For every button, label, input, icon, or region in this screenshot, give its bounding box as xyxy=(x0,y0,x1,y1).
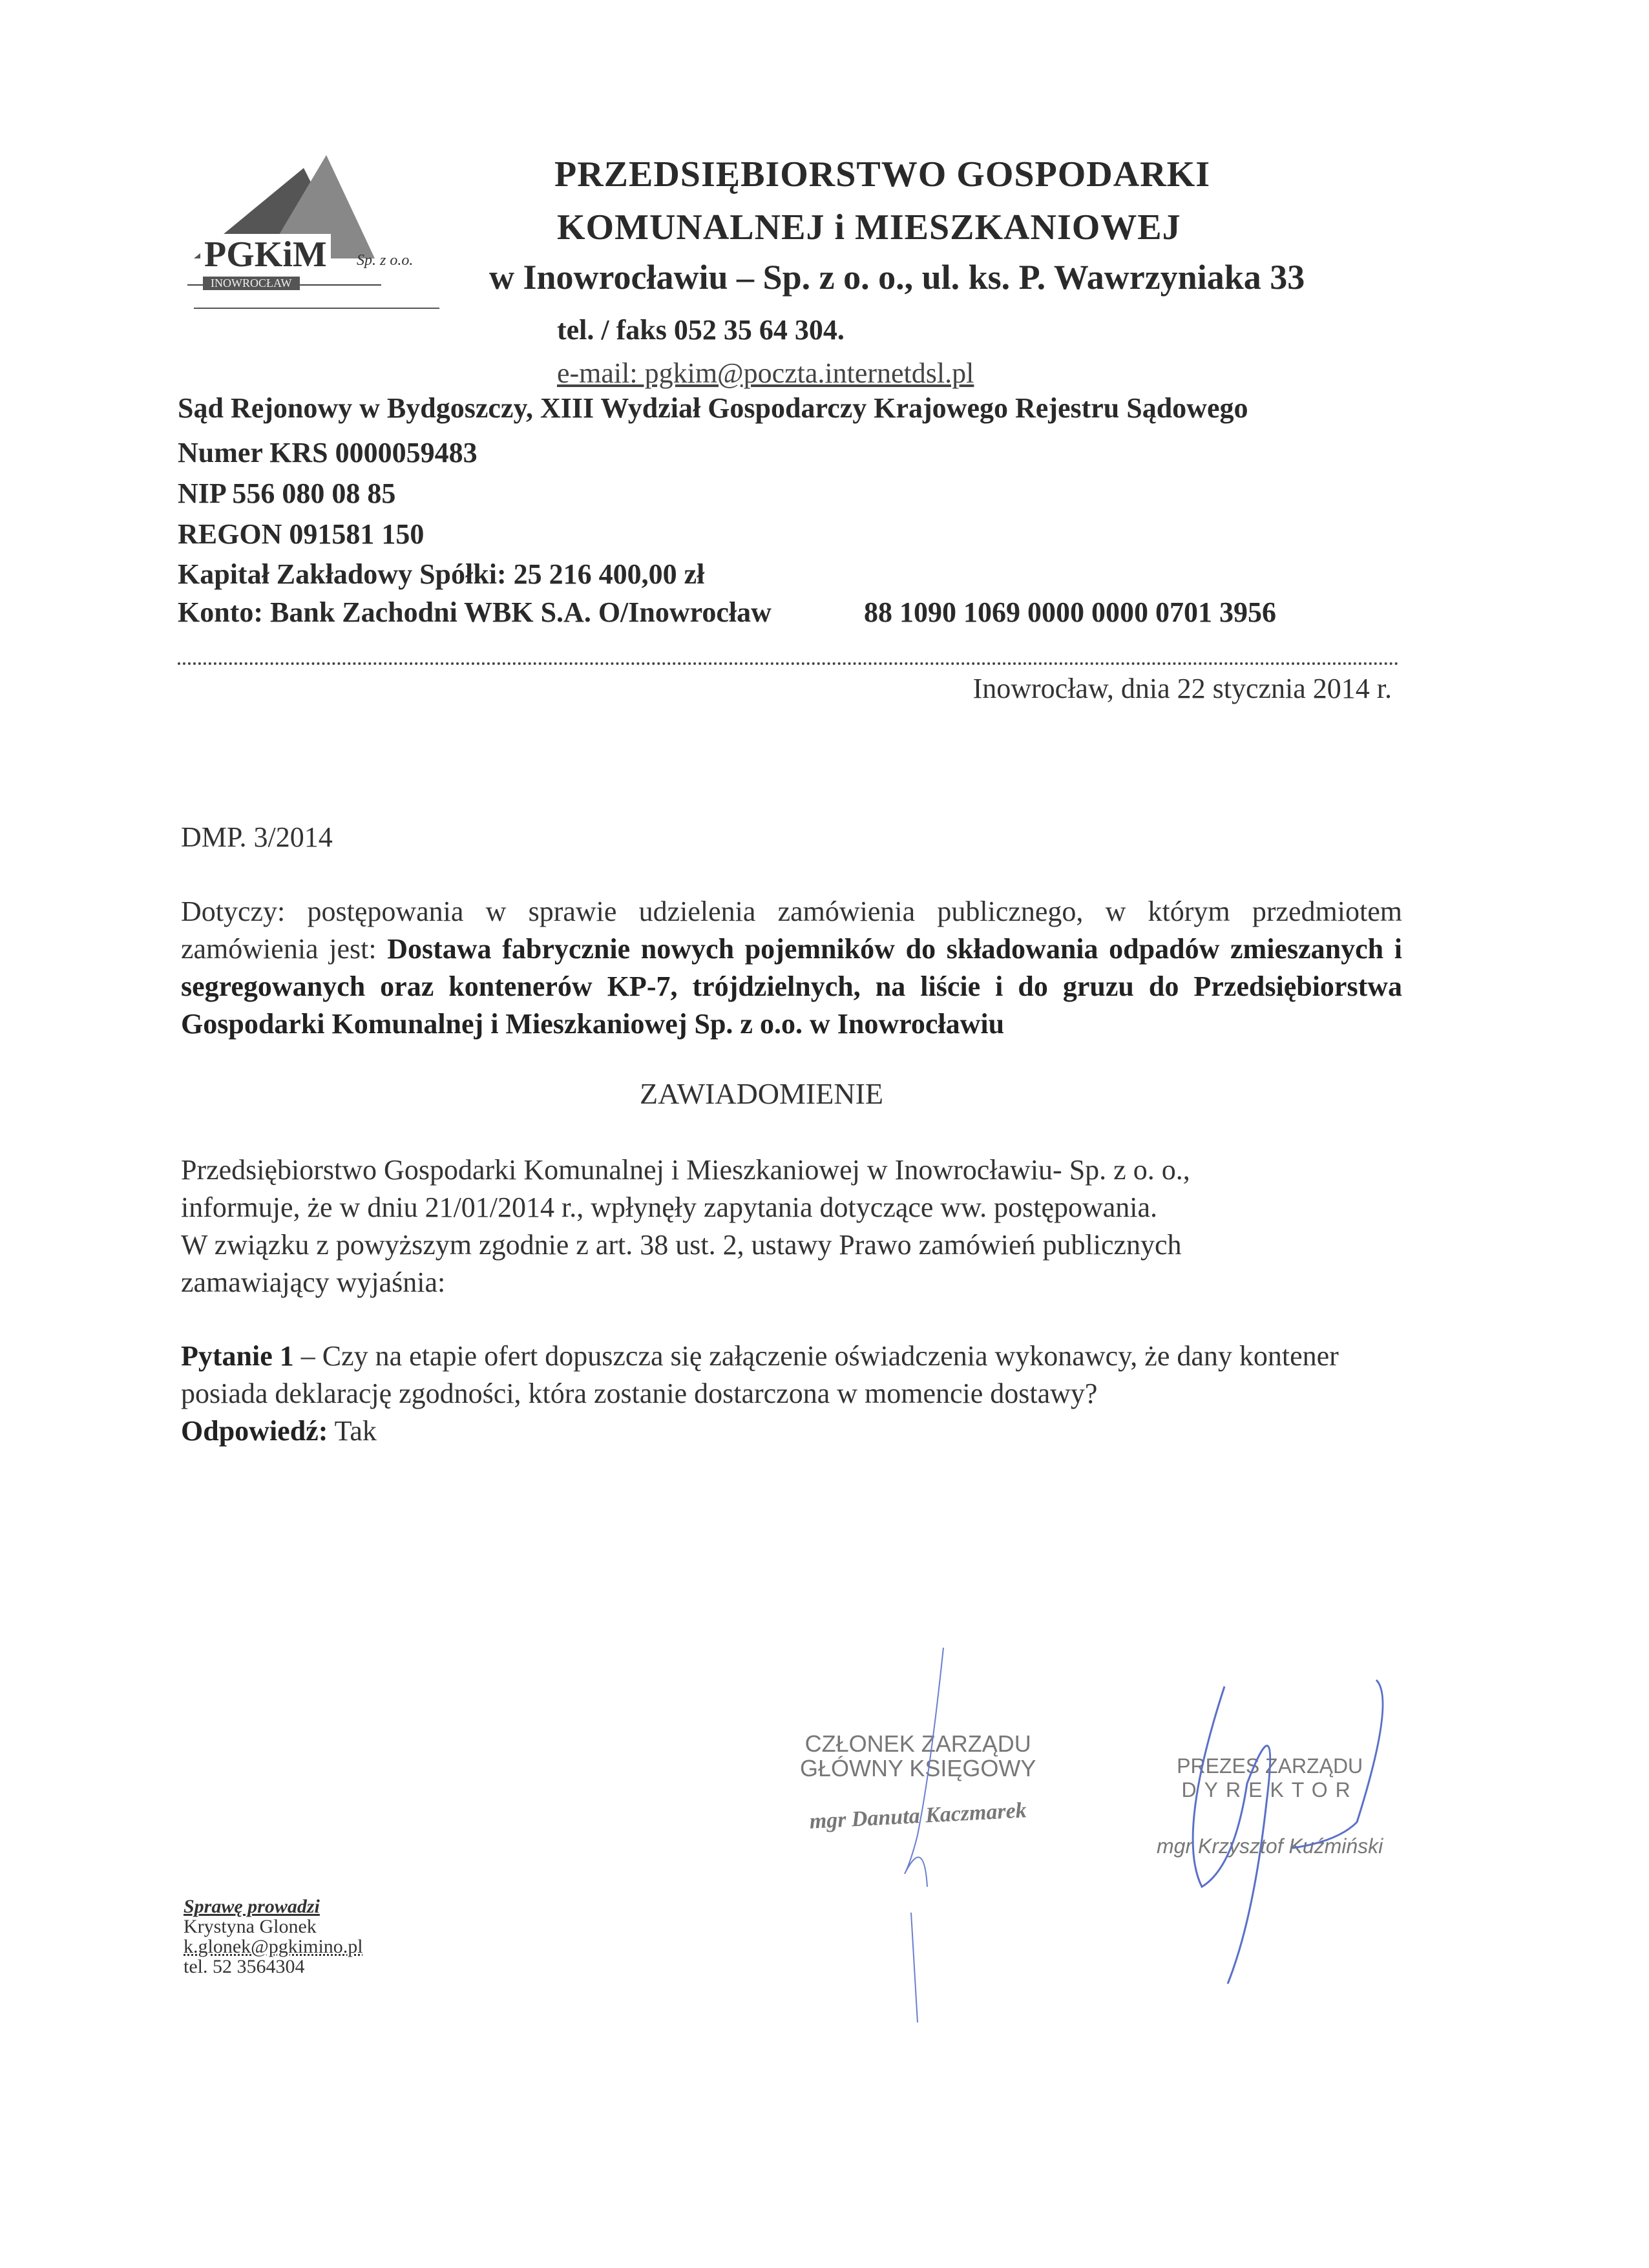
document-date: Inowrocław, dnia 22 stycznia 2014 r. xyxy=(972,673,1392,704)
stamp-left-name: mgr Danuta Kaczmarek xyxy=(808,1798,1027,1834)
registry-krs: Numer KRS 0000059483 xyxy=(178,437,478,468)
stamp-left-line2: GŁÓWNY KSIĘGOWY xyxy=(800,1755,1036,1781)
company-phone: tel. / faks 052 35 64 304. xyxy=(557,314,845,346)
intro-line: W związku z powyższym zgodnie z art. 38 ust. 2, ustawy Prawo zamówień publicznych xyxy=(181,1229,1182,1261)
logo-underline xyxy=(194,308,439,309)
logo-subtitle: INOWROCŁAW xyxy=(203,277,300,290)
signature-right-icon xyxy=(1163,1674,1434,1997)
registry-regon: REGON 091581 150 xyxy=(178,518,425,550)
intro-line: zamawiający wyjaśnia: xyxy=(181,1266,446,1298)
subject-title: Dostawa fabrycznie nowych pojemników do składowania odpadów zmieszanych i segregowanych oraz kontenerów KP-7, trójdzielnych, na liście i do gruzu do Przedsiębiorstwa Gospodarki Komunalnej i Mieszkaniowej Sp. z o.o. w Inowrocławiu xyxy=(181,933,1402,1040)
footer-label: Sprawę prowadzi xyxy=(184,1896,320,1917)
registry-account-label: Konto: Bank Zachodni WBK S.A. O/Inowrocław xyxy=(178,596,772,628)
footer-email-link[interactable]: k.glonek@pgkimino.pl xyxy=(184,1936,363,1957)
intro-line: Przedsiębiorstwo Gospodarki Komunalnej i Mieszkaniowej w Inowrocławiu- Sp. z o. o., xyxy=(181,1154,1190,1186)
company-address: w Inowrocławiu – Sp. z o. o., ul. ks. P. Wawrzyniaka 33 xyxy=(489,258,1305,297)
intro-paragraph xyxy=(181,1151,1190,1301)
stamp-right-name: mgr Krzysztof Kuźmiński xyxy=(1157,1834,1383,1858)
reference-number: DMP. 3/2014 xyxy=(181,821,333,853)
question-block xyxy=(181,1338,1409,1450)
company-logo xyxy=(187,155,446,310)
subject-paragraph xyxy=(181,893,1402,1043)
company-email-link[interactable]: e-mail: pgkim@poczta.internetdsl.pl xyxy=(557,357,974,389)
answer-text: Tak xyxy=(328,1415,377,1447)
footer-phone: tel. 52 3564304 xyxy=(184,1956,305,1977)
registry-court: Sąd Rejonowy w Bydgoszczy, XIII Wydział Gospodarczy Krajowego Rejestru Sądowego xyxy=(178,392,1248,424)
answer-label: Odpowiedź: xyxy=(181,1415,328,1447)
header-dotted-divider xyxy=(178,662,1399,665)
registry-account-number: 88 1090 1069 0000 0000 0701 3956 xyxy=(864,596,1276,628)
stamp-right-line1: PREZES ZARZĄDU xyxy=(1177,1754,1363,1778)
logo-suffix: Sp. z o.o. xyxy=(357,252,414,269)
company-name-line1: PRZEDSIĘBIORSTWO GOSPODARKI xyxy=(554,154,1210,194)
footer-contact xyxy=(184,1896,363,1977)
question-label: Pytanie 1 xyxy=(181,1340,294,1372)
notice-title: ZAWIADOMIENIE xyxy=(640,1077,883,1110)
subject-prefix: Dotyczy: postępowania w sprawie udzielenia zamówienia publicznego, w którym przedmiotem zamówienia jest: xyxy=(181,896,1402,965)
registry-capital: Kapitał Zakładowy Spółki: 25 216 400,00 zł xyxy=(178,558,705,590)
company-name-line2: KOMUNALNEJ i MIESZKANIOWEJ xyxy=(557,207,1181,247)
signature-left-icon xyxy=(853,1641,982,2029)
stamp-right-line2: DYREKTOR xyxy=(1181,1778,1358,1801)
logo-text: PGKiM xyxy=(200,234,331,275)
stamp-left-line1: CZŁONEK ZARZĄDU xyxy=(804,1730,1031,1757)
registry-nip: NIP 556 080 08 85 xyxy=(178,478,396,509)
intro-line: informuje, że w dniu 21/01/2014 r., wpłynęły zapytania dotyczące ww. postępowania. xyxy=(181,1192,1158,1223)
question-text: – Czy na etapie ofert dopuszcza się załączenie oświadczenia wykonawcy, że dany kontener posiada deklarację zgodności, która zostanie dostarczona w momencie dostawy? xyxy=(181,1340,1339,1409)
footer-name: Krystyna Glonek xyxy=(184,1916,317,1937)
